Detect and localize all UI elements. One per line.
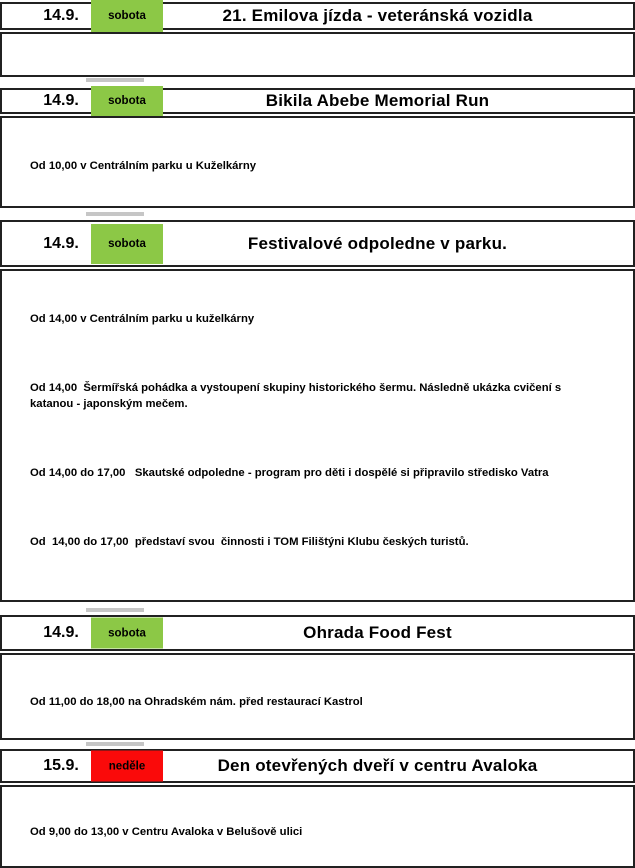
scan-artifact — [86, 742, 144, 746]
event-title: Den otevřených dveří v centru Avaloka — [217, 756, 538, 775]
day-badge: sobota — [91, 0, 163, 32]
event-header — [0, 220, 635, 267]
event-date: 15.9. — [43, 757, 79, 774]
scan-artifact — [86, 212, 144, 216]
event-title: Bikila Abebe Memorial Run — [265, 91, 490, 110]
event-title: 21. Emilova jízda - veteránská vozidla — [222, 6, 533, 25]
day-badge: neděle — [91, 751, 163, 782]
day-badge: sobota — [91, 618, 163, 649]
section-divider — [0, 602, 635, 615]
section-divider — [0, 740, 635, 749]
event-section — [0, 749, 635, 868]
event-body — [0, 116, 635, 208]
event-title: Festivalové odpoledne v parku. — [247, 233, 508, 253]
scan-artifact — [86, 78, 144, 82]
event-section — [0, 615, 635, 740]
event-section — [0, 2, 635, 77]
event-header — [0, 88, 635, 114]
event-paragraph: Od 14,00 do 17,00 představí svou činnosti i TOM Filištýni Klubu českých turistů. — [30, 536, 469, 548]
event-body — [0, 653, 635, 740]
event-header — [0, 2, 635, 30]
event-paragraph: Od 14,00 Šermířská pohádka a vystoupení skupiny historického šermu. Následně ukázka cvičení s katanou - japonským mečem. — [30, 382, 562, 410]
event-date: 14.9. — [43, 624, 79, 641]
event-paragraph: Od 9,00 do 13,00 v Centru Avaloka v Belušově ulici — [30, 826, 303, 838]
event-paragraph: Od 14,00 do 17,00 Skautské odpoledne - program pro děti i dospělé si připravilo středisko Vatra — [30, 467, 549, 479]
event-date: 14.9. — [43, 234, 79, 252]
event-header — [0, 749, 635, 783]
event-paragraph: Od 11,00 do 18,00 na Ohradském nám. před restaurací Kastrol — [30, 696, 363, 708]
event-date: 14.9. — [43, 92, 79, 109]
event-title: Ohrada Food Fest — [303, 623, 452, 642]
event-body — [0, 32, 635, 77]
day-badge: sobota — [91, 86, 163, 116]
event-section — [0, 220, 635, 602]
event-date: 14.9. — [43, 7, 79, 24]
event-paragraph: Od 14,00 v Centrálním parku u kuželkárny — [30, 313, 255, 325]
event-body — [0, 269, 635, 602]
event-section — [0, 88, 635, 208]
section-divider — [0, 208, 635, 220]
event-body — [0, 785, 635, 868]
event-header — [0, 615, 635, 651]
event-paragraph: Od 10,00 v Centrálním parku u Kuželkárny — [30, 160, 257, 172]
scan-artifact — [86, 608, 144, 612]
day-badge: sobota — [91, 224, 163, 264]
